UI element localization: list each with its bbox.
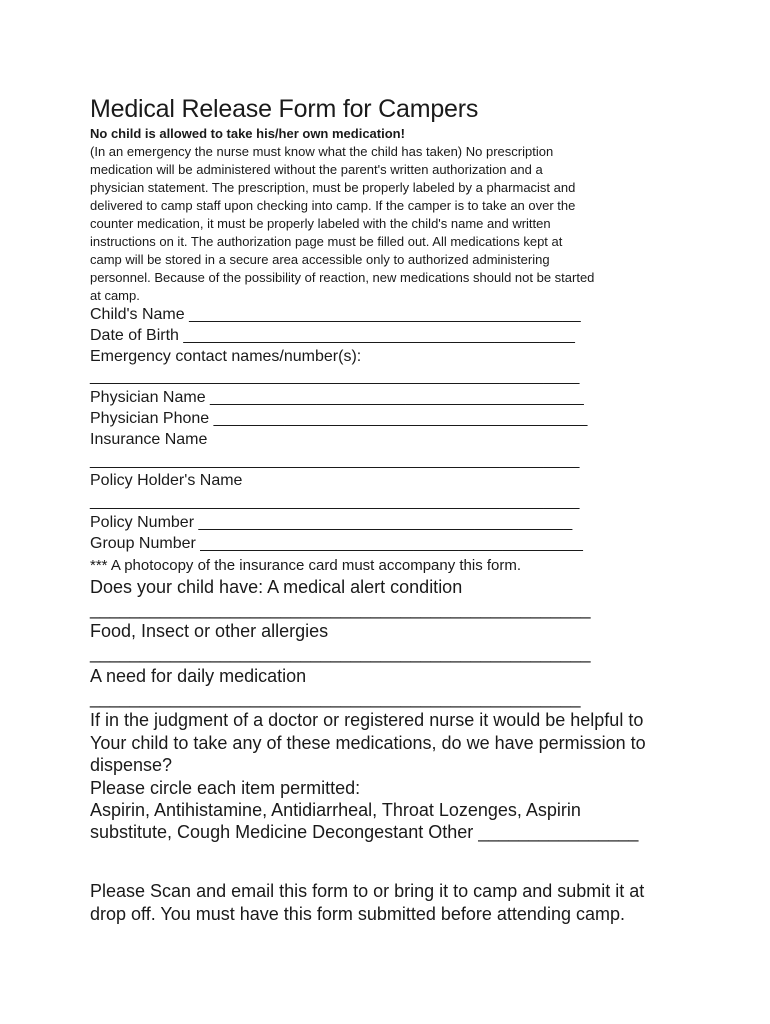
- intro-line: camp will be stored in a secure area accessible only to authorized administering: [90, 252, 550, 267]
- insurance-name-label: Insurance Name: [90, 430, 208, 448]
- allergies-question: Food, Insect or other allergies: [90, 621, 329, 642]
- policy-holder-label: Policy Holder's Name: [90, 472, 243, 490]
- policy-holder-field[interactable]: _______________________________________________________: [90, 493, 580, 511]
- closing-line: Please Scan and email this form to or bring it to camp and submit it at: [90, 880, 645, 901]
- daily-medication-question: A need for daily medication: [90, 665, 307, 686]
- daily-medication-field[interactable]: _________________________________________________: [90, 688, 581, 709]
- intro-line: delivered to camp staff upon checking into camp. If the camper is to take an over the: [90, 198, 576, 213]
- form-title: Medical Release Form for Campers: [90, 95, 479, 123]
- medical-alert-field[interactable]: __________________________________________________: [90, 598, 591, 619]
- intro-line: personnel. Because of the possibility of reaction, new medications should not be started: [90, 270, 595, 285]
- personal-info-fields: [90, 305, 690, 555]
- permission-line: dispense?: [90, 755, 173, 776]
- intro-paragraph: [90, 143, 690, 305]
- intro-line: counter medication, it must be properly labeled with the child's name and written: [90, 216, 551, 231]
- permission-section: [90, 709, 690, 843]
- permission-line: If in the judgment of a doctor or registered nurse it would be helpful to: [90, 710, 644, 731]
- intro-line: at camp.: [90, 288, 140, 303]
- medical-alert-question: Does your child have: A medical alert condition: [90, 576, 463, 597]
- permission-line: Your child to take any of these medications, do we have permission to: [90, 732, 646, 753]
- section-spacer: [90, 844, 690, 880]
- closing-line: drop off. You must have this form submitted before attending camp.: [90, 903, 625, 924]
- medical-release-form: [90, 94, 690, 926]
- intro-line: physician statement. The prescription, must be properly labeled by a pharmacist and: [90, 180, 576, 195]
- medication-options-line[interactable]: Aspirin, Antihistamine, Antidiarrheal, Throat Lozenges, Aspirin: [90, 799, 581, 820]
- physician-name-field[interactable]: Physician Name __________________________________________: [90, 389, 584, 407]
- insurance-name-field[interactable]: _______________________________________________________: [90, 451, 580, 469]
- child-name-field[interactable]: Child's Name ____________________________________________: [90, 306, 581, 323]
- medical-questions: [90, 576, 690, 710]
- physician-phone-field[interactable]: Physician Phone __________________________________________: [90, 409, 588, 427]
- medication-options-line[interactable]: substitute, Cough Medicine Decongestant Other ________________: [90, 822, 639, 843]
- allergies-field[interactable]: __________________________________________________: [90, 643, 591, 664]
- intro-line: (In an emergency the nurse must know what the child has taken) No prescription: [90, 144, 554, 159]
- emergency-contact-field[interactable]: _______________________________________________________: [90, 368, 580, 386]
- intro-line: instructions on it. The authorization page must be filled out. All medications kept at: [90, 234, 563, 249]
- policy-number-field[interactable]: Policy Number __________________________________________: [90, 513, 573, 531]
- emergency-contact-label: Emergency contact names/number(s):: [90, 347, 362, 365]
- permission-line: Please circle each item permitted:: [90, 777, 361, 798]
- insurance-card-note: *** A photocopy of the insurance card must accompany this form.: [90, 556, 522, 574]
- date-of-birth-field[interactable]: Date of Birth ____________________________________________: [90, 326, 575, 344]
- intro-line: medication will be administered without the parent's written authorization and a: [90, 162, 543, 177]
- group-number-field[interactable]: Group Number ___________________________________________: [90, 534, 583, 552]
- closing-instructions: [90, 880, 690, 926]
- medication-warning: No child is allowed to take his/her own medication!: [90, 126, 405, 141]
